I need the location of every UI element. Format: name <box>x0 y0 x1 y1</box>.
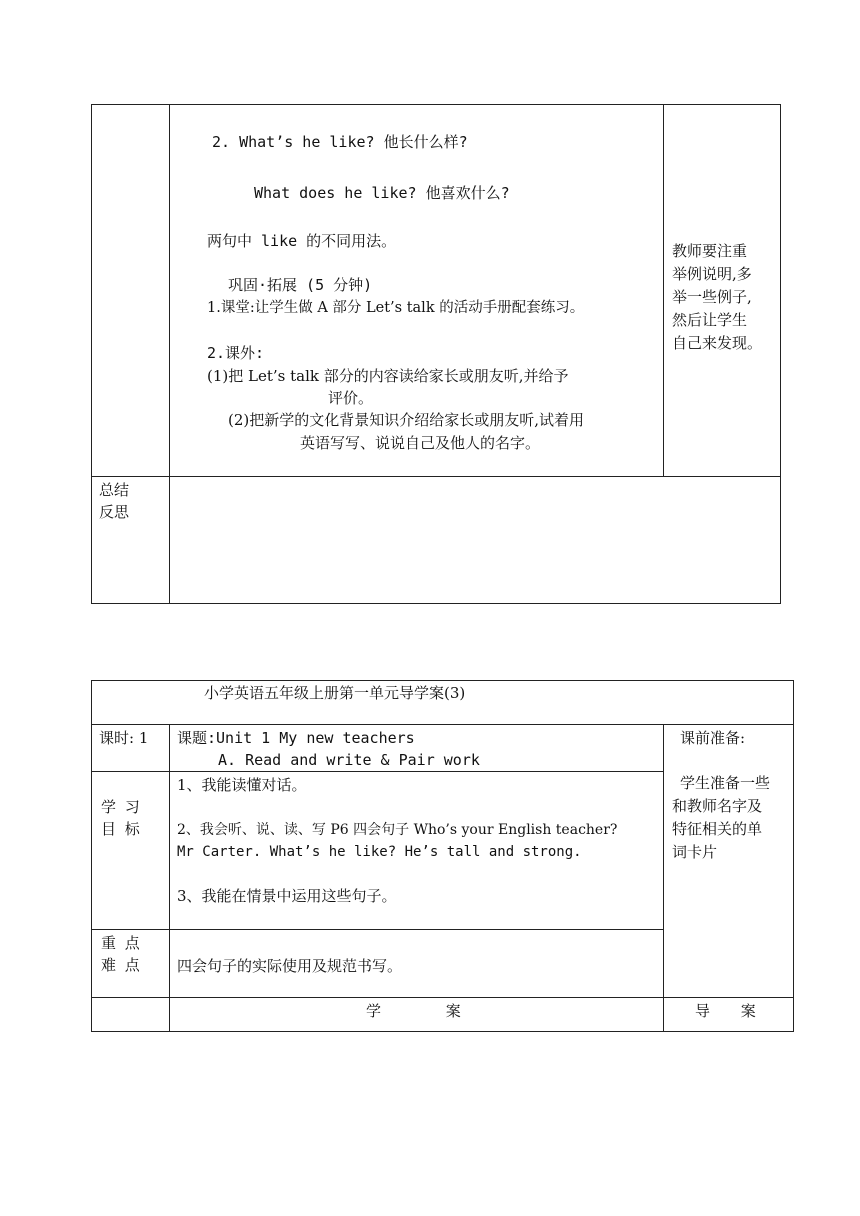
classroom-task: 1.课堂:让学生做 A 部分 Let’s talk 的活动手册配套练习。 <box>207 300 585 316</box>
prep-content <box>672 772 790 864</box>
homework-item-2: (2)把新学的文化背景知识介绍给家长或朋友听,试着用 <box>228 411 585 429</box>
key-points-label: 重 点 <box>101 934 142 952</box>
teacher-note-line: 然后让学生 <box>672 311 748 329</box>
prep-line: 特征相关的单 <box>672 820 763 838</box>
difficulty-label: 难 点 <box>101 956 142 974</box>
teacher-note-line: 举例说明,多 <box>672 265 752 283</box>
goals-label: 学 习 <box>101 798 142 816</box>
goal-2: 2、我会听、说、读、写 P6 四会句子 Who’s your English teacher? <box>177 822 618 838</box>
table2-topic-divider <box>91 771 663 772</box>
homework-heading: 2.课外: <box>207 344 265 362</box>
lesson-number: 课时: 1 <box>99 729 149 747</box>
question-whats-he-like: 2. What’s he like? 他长什么样? <box>212 133 468 151</box>
consolidation-heading: 巩固·拓展 (5 分钟) <box>228 276 373 294</box>
teacher-note-line: 自己来发现。 <box>672 334 763 352</box>
lesson-topic: 课题:Unit 1 My new teachers <box>177 729 415 747</box>
guide-plan-header: 导 案 <box>695 1002 756 1020</box>
goal-2-cont: Mr Carter. What’s he like? He’s tall and strong. <box>177 844 582 860</box>
table1-row-divider <box>91 476 781 477</box>
summary-label: 总结 <box>99 481 130 499</box>
table2-col-divider-right <box>663 724 664 1032</box>
goal-3: 3、我能在情景中运用这些句子。 <box>177 887 397 905</box>
table1-col-divider-left <box>169 104 170 604</box>
goal-1: 1、我能读懂对话。 <box>177 776 307 794</box>
prep-line: 和教师名字及 <box>672 797 763 815</box>
table2-goals-divider <box>91 929 663 930</box>
reflection-label: 反思 <box>99 503 130 521</box>
teacher-note-line: 教师要注重 <box>672 242 748 260</box>
prep-label: 课前准备: <box>680 729 746 747</box>
document-title: 小学英语五年级上册第一单元导学案(3) <box>204 684 466 702</box>
prep-line: 词卡片 <box>672 843 718 861</box>
homework-item-1: (1)把 Let’s talk 部分的内容读给家长或朋友听,并给予 <box>207 367 569 385</box>
prep-line: 学生准备一些 <box>680 774 771 792</box>
teacher-note-line: 举一些例子, <box>672 288 752 306</box>
usage-note: 两句中 like 的不同用法。 <box>207 232 397 250</box>
lesson-topic-sub: A. Read and write & Pair work <box>218 751 480 769</box>
goals-label-2: 目 标 <box>101 820 142 838</box>
table1-col-divider-right <box>663 104 664 477</box>
study-plan-header: 学 案 <box>366 1002 461 1020</box>
key-points-content: 四会句子的实际使用及规范书写。 <box>177 957 403 975</box>
table2-footer-divider <box>91 997 794 998</box>
teacher-note <box>672 240 778 355</box>
homework-item-1-cont: 评价。 <box>328 389 374 407</box>
homework-item-2-cont: 英语写写、说说自己及他人的名字。 <box>300 434 541 452</box>
question-what-does-he-like: What does he like? 他喜欢什么? <box>254 184 510 202</box>
table2-title-divider <box>91 724 794 725</box>
